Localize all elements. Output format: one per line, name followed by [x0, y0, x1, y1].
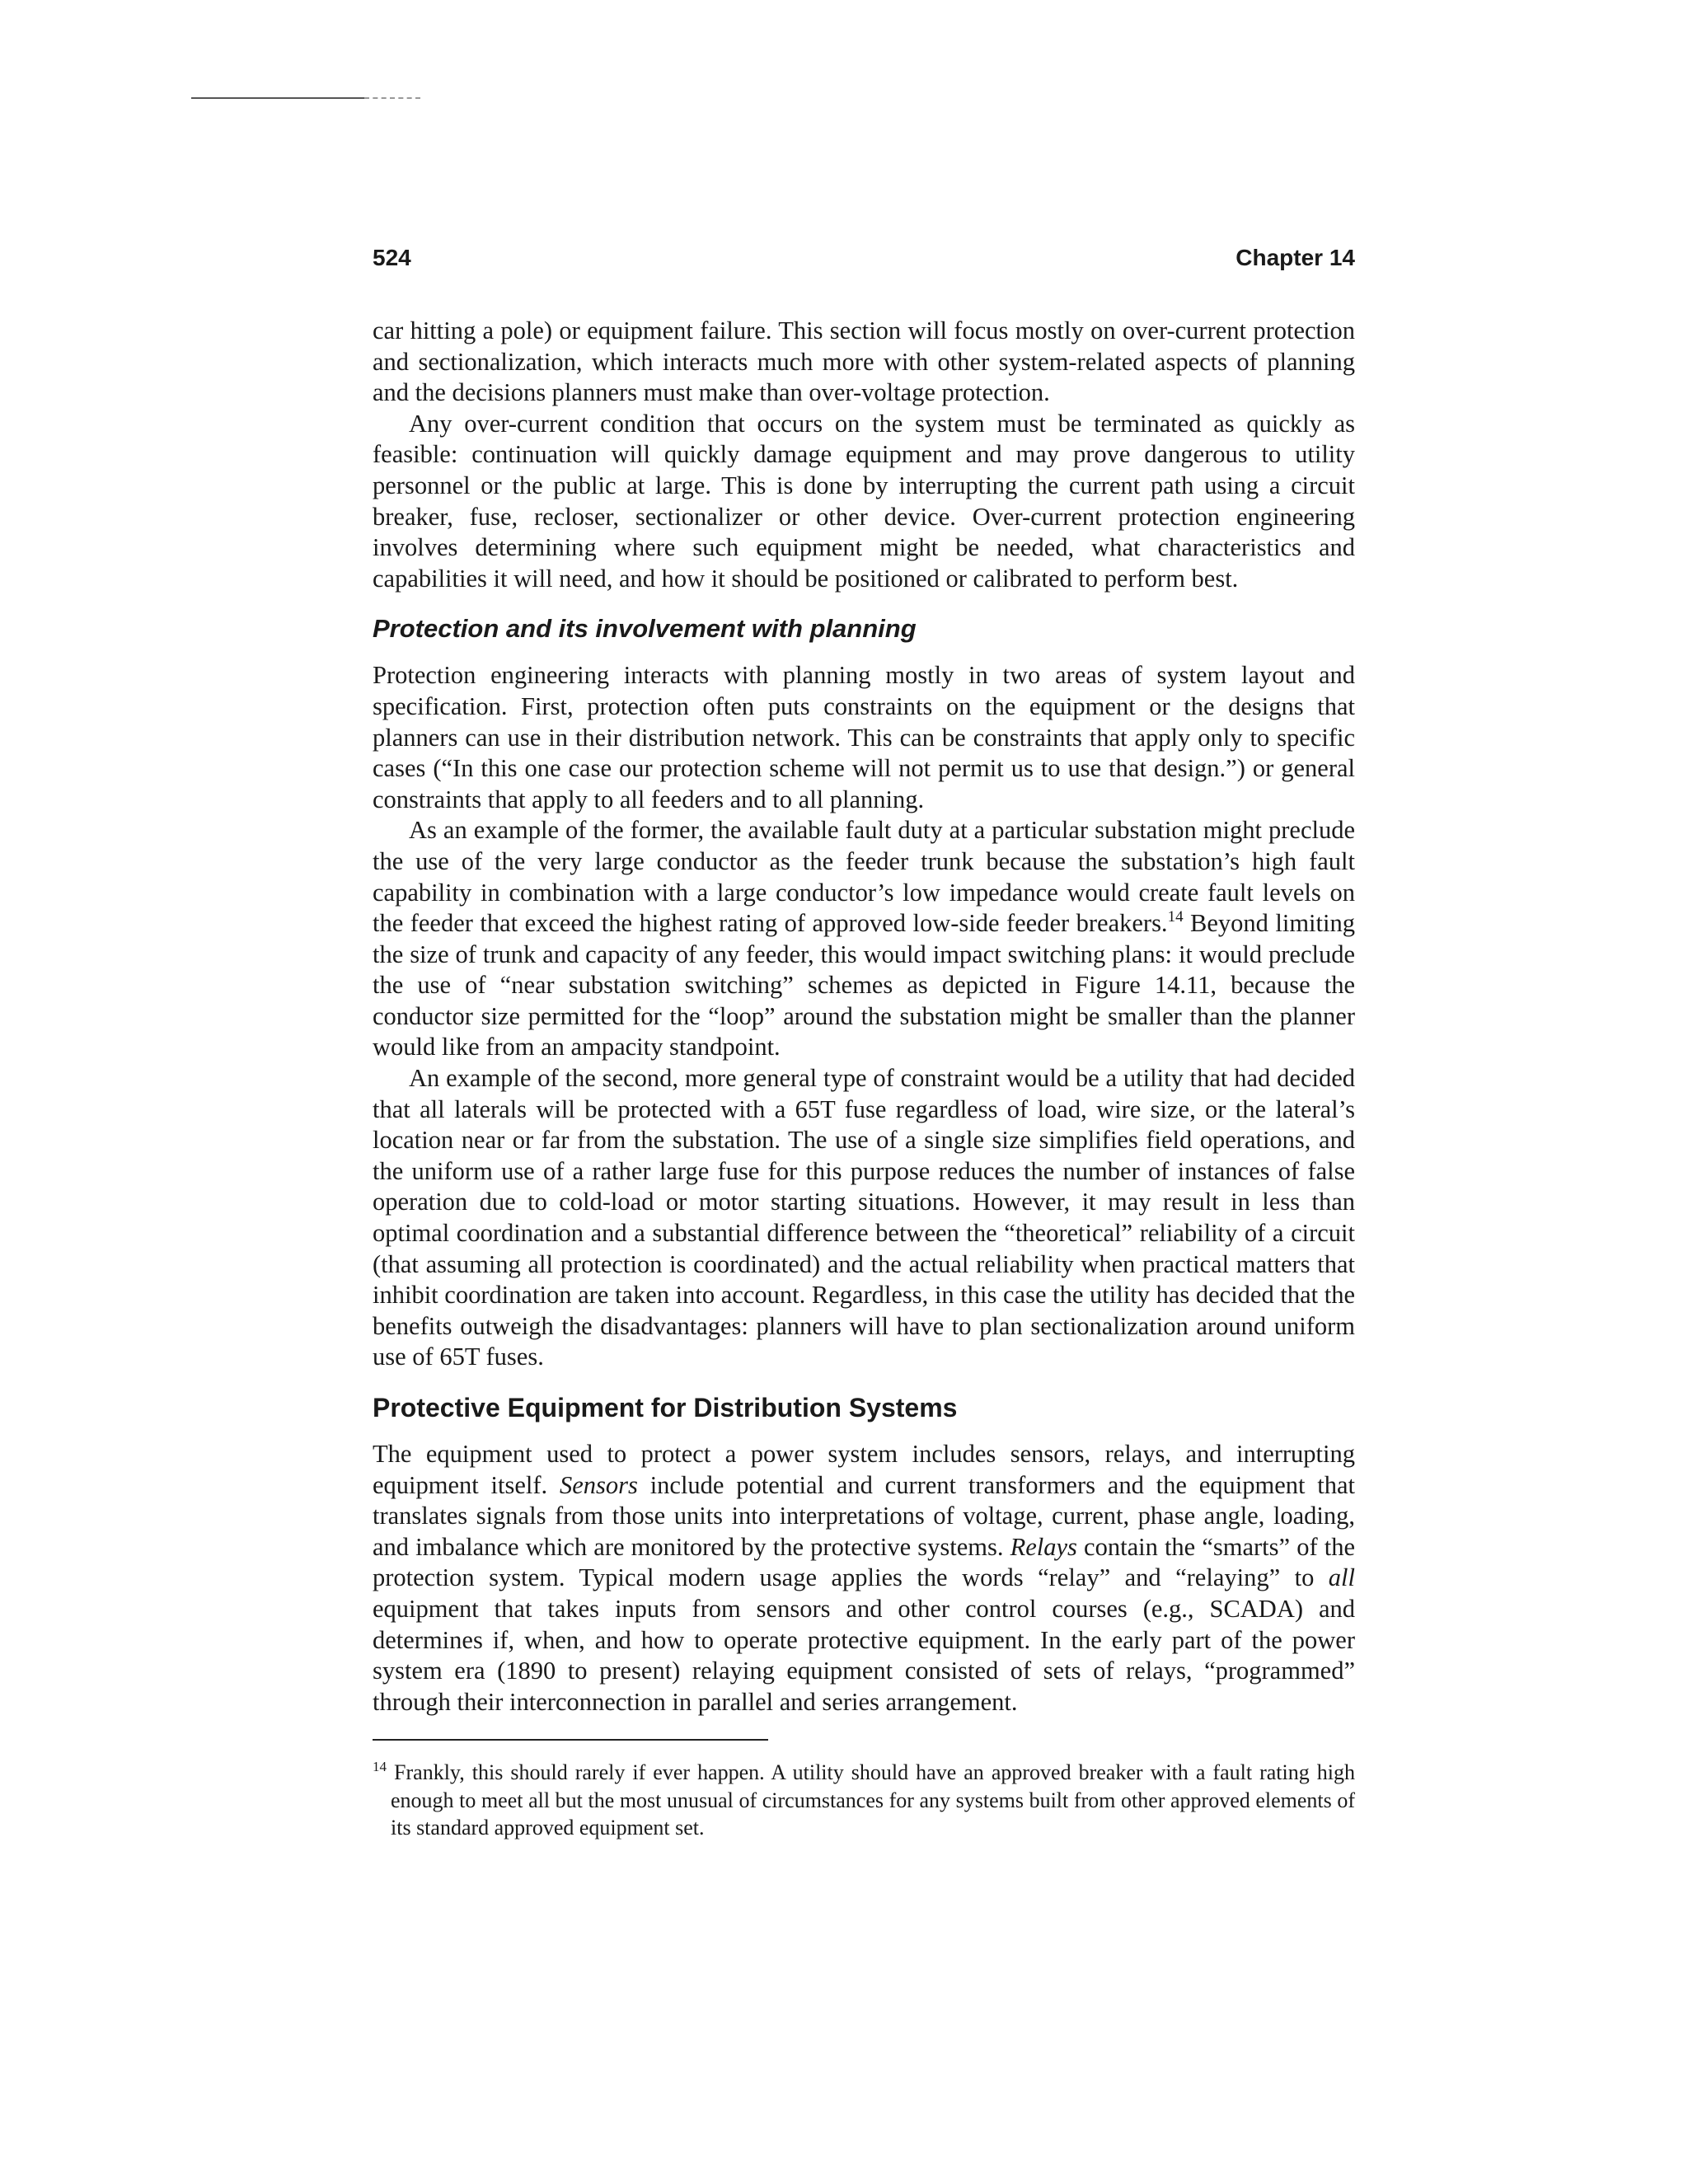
section-heading-protection-planning: Protection and its involvement with planning	[373, 614, 917, 644]
document-page	[373, 243, 1355, 1842]
scan-artifact-dashes	[364, 97, 420, 99]
paragraph-6-part-d: equipment that takes inputs from sensors and other control courses (e.g., SCADA) and determines if, when, and how to operate protective equipment. In the early part of the power system era (1890 to present) relaying equipment consisted of sets of relays, “programmed” through their interconnection in parallel and series arrangement.	[373, 1594, 1355, 1716]
scan-artifact-line	[191, 97, 364, 99]
paragraph-6	[373, 1439, 1355, 1718]
footnote-marker: 14	[373, 1759, 387, 1775]
paragraph-3: Protection engineering interacts with planning mostly in two areas of system layout and specification. First, protection often puts constraints on the equipment or the designs that planners can use in their distribution network. This can be constraints that apply only to specific cases (“In this one case our protection scheme will not permit us to use that design.”) or general constraints that apply to all feeders and to all planning.	[373, 661, 1355, 813]
paragraph-5: An example of the second, more general type of constraint would be a utility that had decided that all laterals will be protected with a 65T fuse regardless of load, wire size, or the lateral’s location near or far from the substation. The use of a single size simplifies field operations, and the uniform use of a rather large fuse for this purpose reduces the number of instances of false operation due to cold-load or motor starting situations. However, it may result in less than optimal coordination and a substantial difference between the “theoretical” reliability of a circuit (that assuming all protection is coordinated) and the actual reliability when practical matters that inhibit coordination are taken into account. Regardless, in this case the utility has decided that the benefits outweigh the disadvantages: planners will have to plan sectionalization around uniform use of 65T fuses.	[373, 1064, 1355, 1371]
paragraph-1: car hitting a pole) or equipment failure. This section will focus mostly on over-current protection and sectionalization, which interacts much more with other system-related aspects of planning and the decisions planners must make than over-voltage protection.	[373, 316, 1355, 407]
footnote-14	[373, 1759, 1355, 1842]
page-number: 524	[373, 245, 411, 270]
chapter-label: Chapter 14	[1236, 245, 1355, 270]
footnote-divider	[373, 1739, 768, 1741]
paragraph-4	[373, 815, 1355, 1063]
running-header	[373, 243, 1355, 273]
term-relays: Relays	[1010, 1532, 1077, 1561]
term-all: all	[1328, 1563, 1355, 1592]
paragraph-6-part-a: The equipment used to protect a power system includes sensors, relays, and interrupting equipment itself.	[373, 1440, 1355, 1499]
footnote-reference: 14	[1167, 908, 1184, 926]
paragraph-6-part-b: include potential and current transformers and the equipment that translates signals from those units into interpretations of voltage, current, phase angle, loading, and imbalance which are monitored by the protective systems.	[373, 1470, 1356, 1561]
footnote-text: Frankly, this should rarely if ever happen. A utility should have an approved breaker with a fault rating high enough to meet all but the most unusual of circumstances for any systems built from other approved elements of its standard approved equipment set.	[387, 1760, 1355, 1840]
term-sensors: Sensors	[559, 1470, 638, 1499]
paragraph-4-part-a: As an example of the former, the available fault duty at a particular substation might preclude the use of the very large conductor as the feeder trunk because the substation’s high fault capability in combination with a large conductor’s low impedance would create fault levels on the feeder that exceed the highest rating of approved low-side feeder breakers.	[373, 816, 1355, 938]
section-heading-protective-equipment: Protective Equipment for Distribution Systems	[373, 1393, 958, 1422]
paragraph-4-part-b: Beyond limiting the size of trunk and capacity of any feeder, this would impact switching plans: it would preclude the use of “near substation switching” schemes as depicted in Figure 14.11, because the conductor size permitted for the “loop” around the substation might be smaller than the planner would like from an ampacity standpoint.	[373, 909, 1355, 1062]
paragraph-6-part-c: contain the “smarts” of the protection system. Typical modern usage applies the words “relay” and “relaying” to	[373, 1532, 1355, 1592]
paragraph-2: Any over-current condition that occurs on the system must be terminated as quickly as feasible: continuation will quickly damage equipment and may prove dangerous to utility personnel or the public at large. This is done by interrupting the current path using a circuit breaker, fuse, recloser, sectionalizer or other device. Over-current protection engineering involves determining where such equipment might be needed, what characteristics and capabilities it will need, and how it should be positioned or calibrated to perform best.	[373, 409, 1355, 593]
